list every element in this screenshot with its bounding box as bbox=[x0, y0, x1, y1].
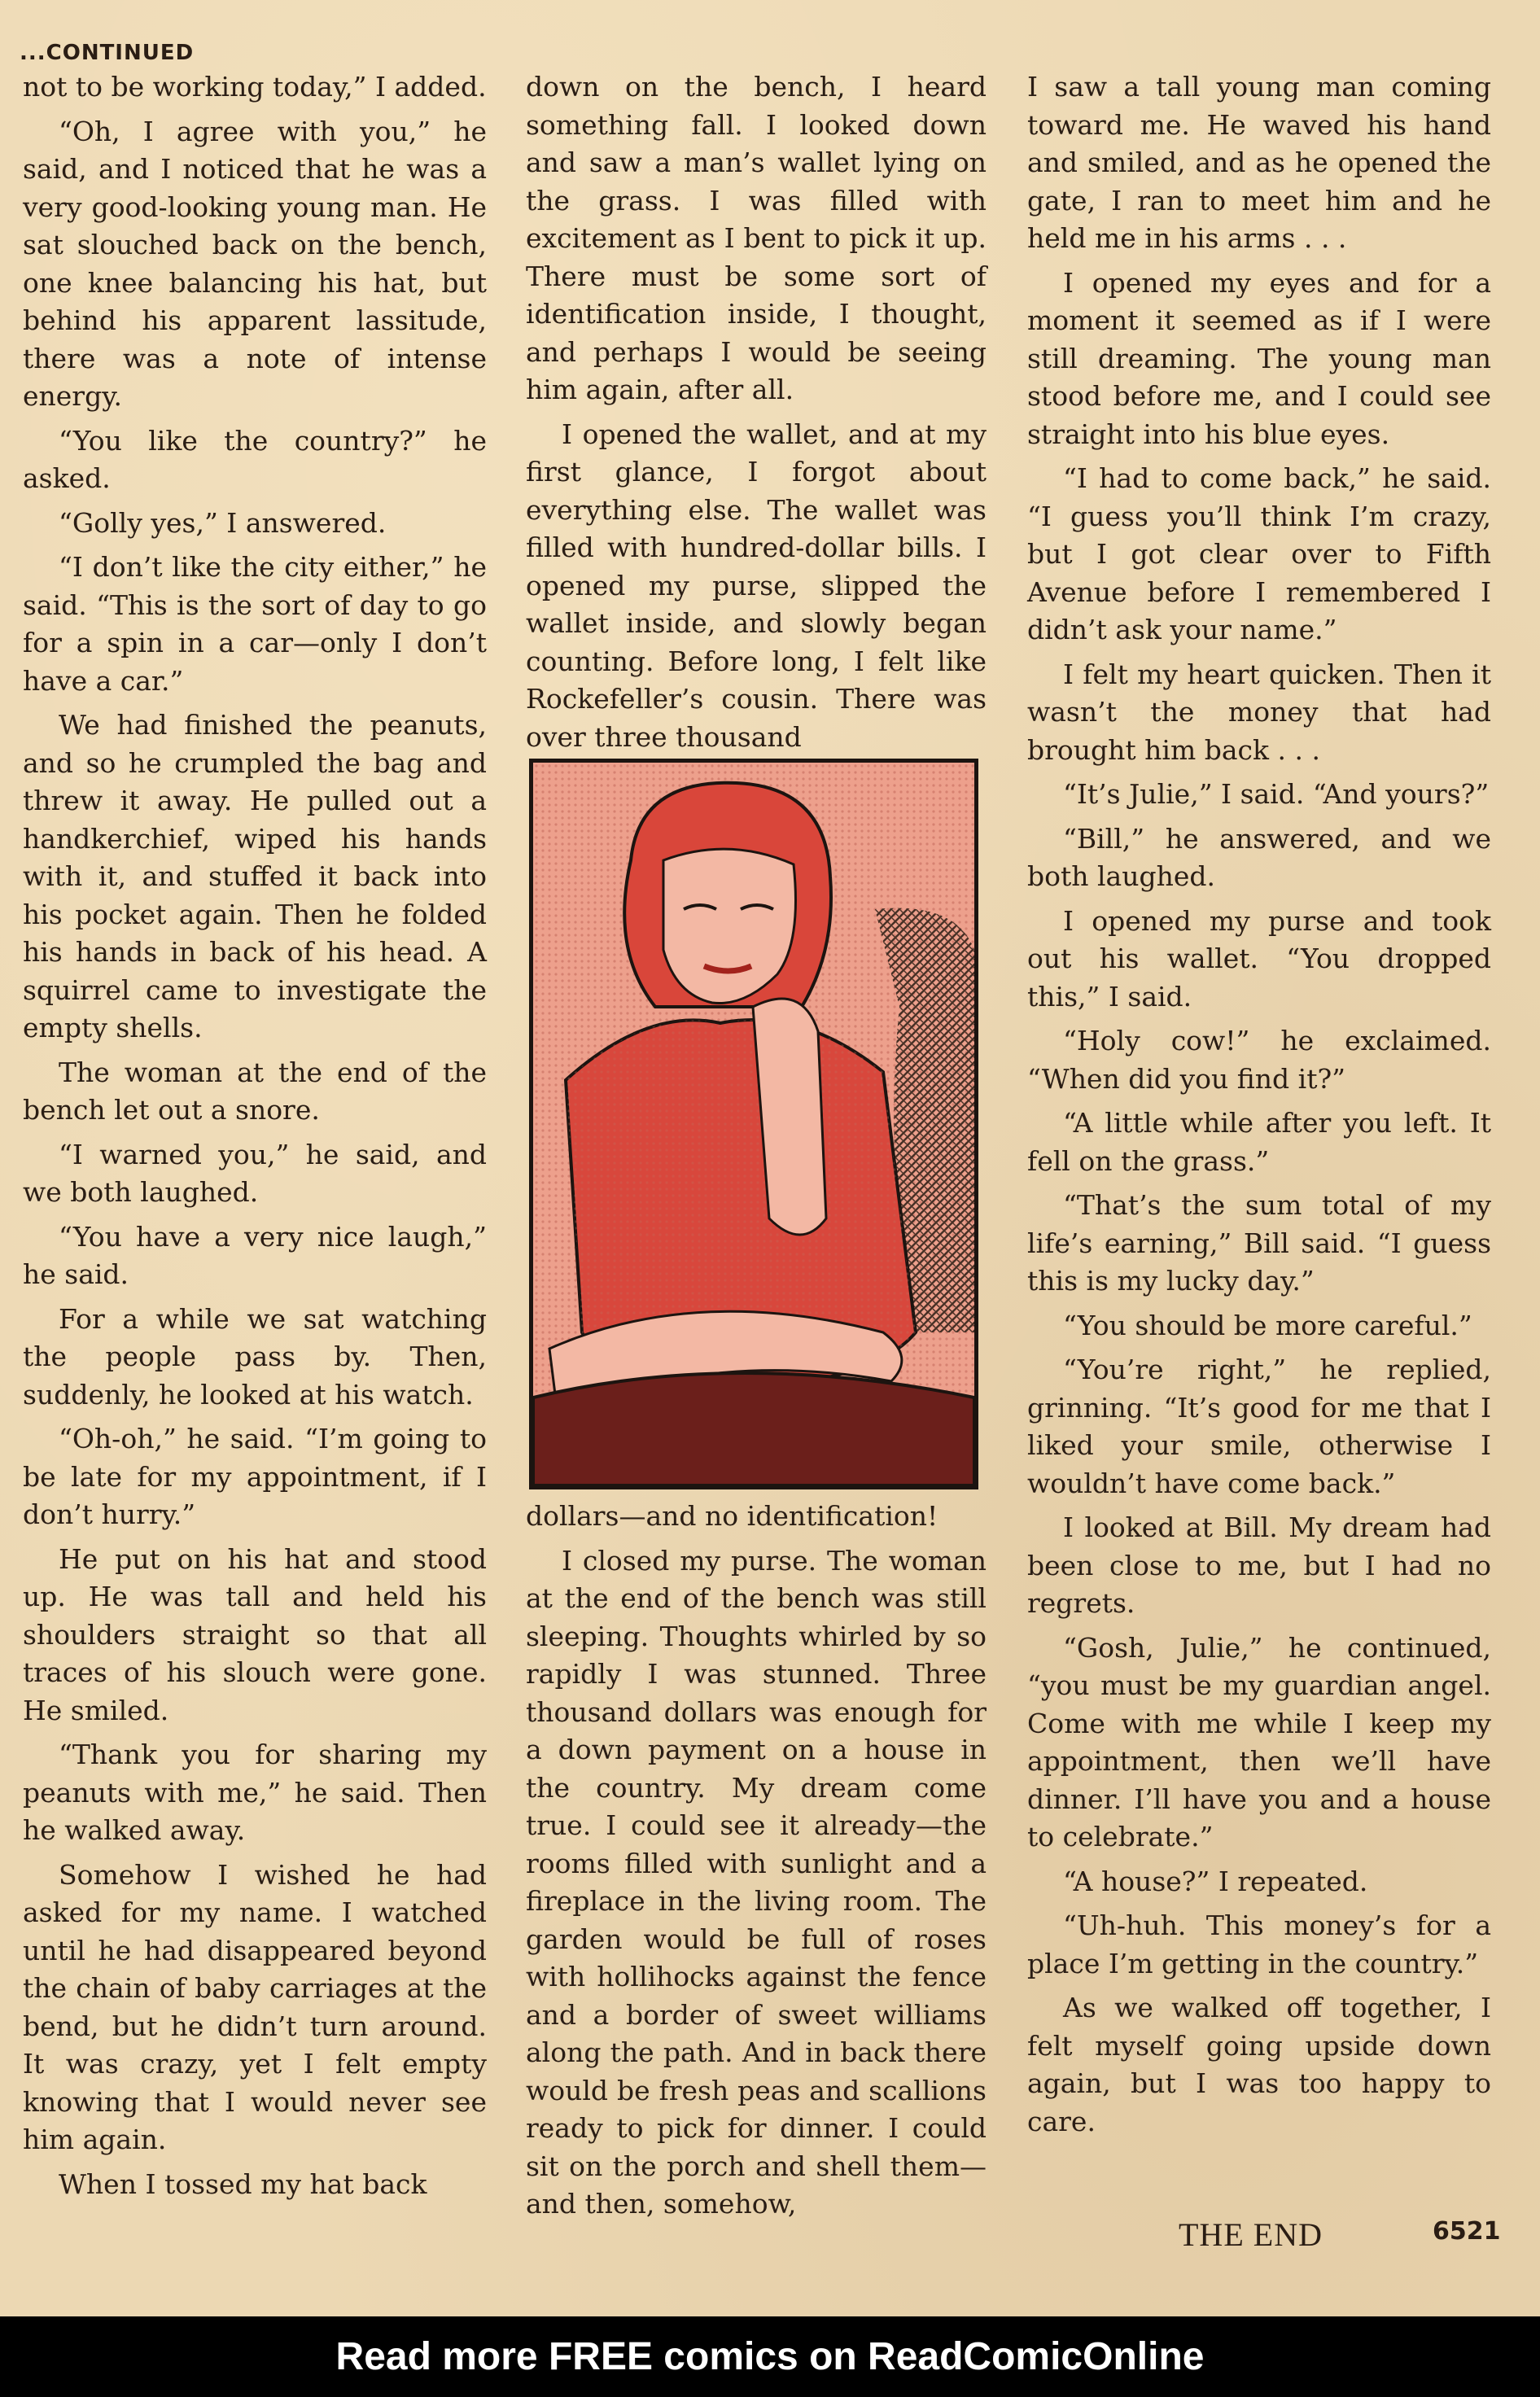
paragraph: He put on his hat and stood up. He was tall and held his shoulders straight so that all traces of his slouch were gone. He smiled. bbox=[23, 1542, 487, 1726]
paragraph: “Bill,” he answered, and we both laughed. bbox=[1027, 822, 1491, 892]
page-number: 6521 bbox=[1433, 2217, 1501, 2246]
paragraph: down on the bench, I heard something fall. I looked down and saw a man’s wallet lying on the grass. I was filled with excitement as I bent to pick it up. There must be some sort of identification inside, I thought, and perhaps I would be seeing him again, after all. bbox=[526, 71, 987, 405]
paragraph: “You should be more careful.” bbox=[1063, 1309, 1472, 1341]
read-more-banner[interactable]: Read more FREE comics on ReadComicOnline bbox=[0, 2316, 1540, 2397]
paragraph: “It’s Julie,” I said. “And yours?” bbox=[1063, 778, 1490, 810]
paragraph: “I don’t like the city either,” he said. “This is the sort of day to go for a spin in a car—only I don’t have a car.” bbox=[23, 551, 487, 697]
paragraph: I closed my purse. The woman at the end of the bench was still sleeping. Thoughts whirled by so rapidly I was stunned. Three thousand dollars was enough for a down payment on a house in the country. My dream come true. I could see it already—the rooms filled with sunlight and a fireplace in the living room. The garden would be full of roses with hollihocks against the fence and a border of sweet williams along the path. And in back there would be fresh peas and scallions ready to pick for dinner. I could sit on the porch and shell them—and then, somehow, bbox=[526, 1544, 987, 2220]
text-column-1 bbox=[23, 68, 487, 2210]
paragraph: “You’re right,” he replied, grinning. “It’s good for me that I liked your smile, otherwise I wouldn’t have come back.” bbox=[1027, 1354, 1491, 1499]
the-end-label: THE END bbox=[1179, 2216, 1323, 2253]
paragraph: I opened the wallet, and at my first glance, I forgot about everything else. The wallet was filled with hundred-dollar bills. I opened my purse, slipped the wallet inside, and slowly began counting. Before long, I felt like Rockefeller’s cousin. There was over three thousand bbox=[526, 418, 987, 753]
paragraph: “A little while after you left. It fell on the grass.” bbox=[1027, 1107, 1491, 1177]
paragraph: “You have a very nice laugh,” he said. bbox=[23, 1220, 487, 1290]
paragraph: “Holy cow!” he exclaimed. “When did you find it?” bbox=[1027, 1025, 1491, 1095]
continued-label: ...CONTINUED bbox=[20, 41, 195, 65]
paragraph: We had finished the peanuts, and so he crumpled the bag and threw it away. He pulled out a handkerchief, wiped his hands with it, and stuffed it back into his pocket again. Then he folded his hands in back of his head. A squirrel came to investigate the empty shells. bbox=[23, 709, 487, 1043]
paragraph: I looked at Bill. My dream had been close to me, but I had no regrets. bbox=[1027, 1511, 1491, 1619]
paragraph: “You like the country?” he asked. bbox=[23, 424, 487, 494]
paragraph: “That’s the sum total of my life’s earning,” Bill said. “I guess this is my lucky day.” bbox=[1027, 1189, 1491, 1297]
paragraph: I saw a tall young man coming toward me. He waved his hand and smiled, and as he opened the gate, I ran to meet him and he held me in his arms . . . bbox=[1027, 71, 1491, 254]
text-column-2-bottom bbox=[526, 1498, 987, 2230]
paragraph: “I warned you,” he said, and we both laughed. bbox=[23, 1138, 487, 1208]
paragraph: I opened my eyes and for a moment it seemed as if I were still dreaming. The young man stood before me, and I could see straight into his blue eyes. bbox=[1027, 266, 1491, 450]
paragraph: “I had to come back,” he said. “I guess you’ll think I’m crazy, but I got clear over to Fifth Avenue before I remembered I didn’t ask your name.” bbox=[1027, 462, 1491, 645]
paragraph: “A house?” I repeated. bbox=[1063, 1865, 1368, 1897]
paragraph: “Gosh, Julie,” he continued, “you must be my guardian angel. Come with me while I keep my appointment, then we’ll have dinner. I’ll have you and a house to celebrate.” bbox=[1027, 1631, 1491, 1852]
paragraph: I felt my heart quicken. Then it wasn’t the money that had brought him back . . . bbox=[1027, 658, 1491, 766]
paragraph: For a while we sat watching the people pass by. Then, suddenly, he looked at his watch. bbox=[23, 1302, 487, 1411]
paragraph: “Oh, I agree with you,” he said, and I noticed that he was a very good-looking young man. He sat slouched back on the bench, one knee balancing his hat, but behind his apparent lassitude, there was a note of intense energy. bbox=[23, 115, 487, 412]
paragraph: “Oh-oh,” he said. “I’m going to be late for my appointment, if I don’t hurry.” bbox=[23, 1423, 487, 1530]
paragraph: When I tossed my hat back bbox=[59, 2167, 427, 2200]
paragraph: As we walked off together, I felt myself going upside down again, but I was too happy to care. bbox=[1027, 1992, 1491, 2137]
paragraph: “Golly yes,” I answered. bbox=[59, 506, 387, 539]
paragraph: Somehow I wished he had asked for my name. I watched until he had disappeared beyond the chain of baby carriages at the bend, but he didn’t turn around. It was crazy, yet I felt empty knowing that I would never see him again. bbox=[23, 1858, 487, 2155]
text-column-3 bbox=[1027, 68, 1491, 2147]
text-column-2-top bbox=[526, 68, 987, 763]
paragraph: dollars—and no identification! bbox=[526, 1500, 938, 1532]
paragraph: not to be working today,” I added. bbox=[23, 71, 487, 103]
paragraph: I opened my purse and took out his wallet. “You dropped this,” I said. bbox=[1027, 904, 1491, 1013]
paragraph: “Uh-huh. This money’s for a place I’m getting in the country.” bbox=[1027, 1909, 1491, 1979]
paragraph: “Thank you for sharing my peanuts with me,” he said. Then he walked away. bbox=[23, 1739, 487, 1846]
paragraph: The woman at the end of the bench let out a snore. bbox=[23, 1056, 487, 1126]
illustration-panel bbox=[529, 759, 978, 1489]
